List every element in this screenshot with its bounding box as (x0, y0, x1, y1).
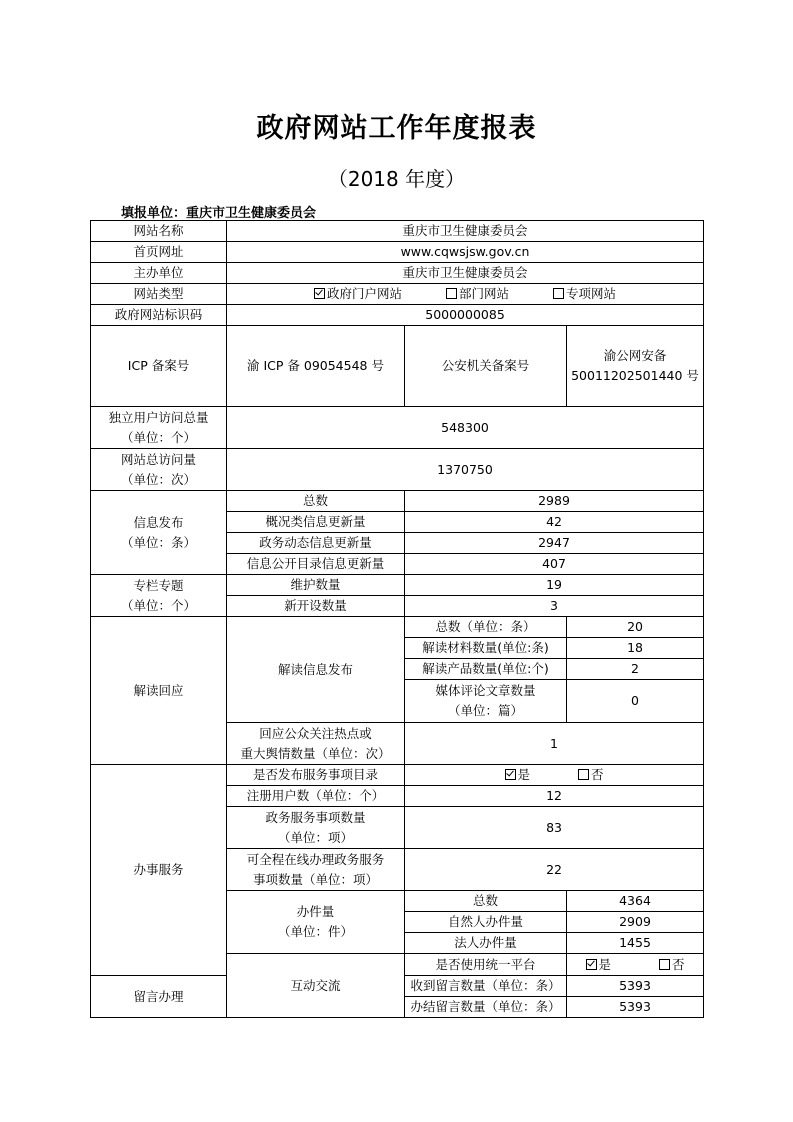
option-label: 是 (598, 956, 612, 972)
platform-label: 是否使用统一平台 (405, 954, 567, 976)
option-label: 专项网站 (566, 286, 617, 301)
catalog-label: 是否发布服务事项目录 (227, 765, 405, 786)
cases-label-line: （单位：件） (277, 924, 353, 939)
msg-item-label: 收到留言数量（单位：条） (405, 976, 567, 997)
interpret-item-value: 20 (567, 617, 704, 638)
empty-checkbox-icon (553, 288, 564, 299)
catalog-options (405, 765, 704, 786)
page-title: 政府网站工作年度报表 (256, 113, 537, 144)
table-row (91, 242, 704, 263)
table-row (91, 491, 704, 512)
media-value: 0 (567, 680, 704, 723)
option-label: 否 (672, 956, 685, 972)
pv-value: 1370750 (227, 449, 704, 491)
police-record-line: 50011202501440 号 (571, 368, 699, 383)
site-type-option-portal[interactable] (314, 284, 402, 304)
media-label (405, 680, 567, 723)
interpret-publish-label: 解读信息发布 (227, 617, 405, 723)
service-items-label (227, 807, 405, 849)
option-label: 部门网站 (459, 286, 510, 301)
interpret-label: 解读回应 (91, 617, 227, 765)
interpret-item-value: 18 (567, 638, 704, 659)
report-table (90, 220, 704, 1018)
cases-item-label: 总数 (405, 891, 567, 912)
column-item-value: 3 (405, 596, 704, 617)
site-type-option-department[interactable] (446, 284, 509, 304)
msg-item-label: 办结留言数量（单位：条） (405, 997, 567, 1018)
online-label-line: 事项数量（单位：项） (252, 871, 378, 887)
option-label: 是 (517, 767, 531, 782)
platform-option-no[interactable] (659, 955, 685, 975)
users-value: 12 (405, 786, 704, 807)
uv-label-line: （单位：个） (120, 429, 196, 445)
site-code-label: 政府网站标识码 (91, 305, 227, 326)
site-name-label: 网站名称 (91, 221, 227, 242)
host-unit-label: 主办单位 (91, 263, 227, 284)
cases-item-label: 自然人办件量 (405, 912, 567, 933)
catalog-option-no[interactable] (578, 765, 604, 785)
info-item-label: 总数 (227, 491, 405, 512)
icp-value: 渝 ICP 备 09054548 号 (227, 326, 405, 407)
cases-item-value: 2909 (567, 912, 704, 933)
info-item-label: 概况类信息更新量 (227, 512, 405, 533)
interpret-item-label: 解读材料数量(单位:条) (405, 638, 567, 659)
service-items-label-line: 政务服务事项数量 (265, 809, 366, 825)
online-label (227, 849, 405, 891)
cases-item-label: 法人办件量 (405, 933, 567, 954)
table-row (91, 449, 704, 491)
site-code-value: 5000000085 (227, 305, 704, 326)
service-items-value: 83 (405, 807, 704, 849)
interpret-item-label: 总数（单位：条） (405, 617, 567, 638)
interpret-item-value: 2 (567, 659, 704, 680)
uv-value: 548300 (227, 407, 704, 449)
column-label-line: 专栏专题 (133, 577, 184, 593)
police-record-value (567, 326, 704, 407)
msg-item-value: 5393 (567, 997, 704, 1018)
table-row (91, 221, 704, 242)
media-label-line: （单位：篇） (447, 703, 523, 718)
media-label-line: 媒体评论文章数量 (435, 683, 536, 698)
info-label (91, 491, 227, 575)
site-type-options (227, 284, 704, 305)
year-label: （2018 年度） (327, 167, 466, 191)
table-row (91, 407, 704, 449)
interact-label: 互动交流 (227, 954, 405, 1018)
respond-label (227, 723, 405, 765)
icp-label: ICP 备案号 (91, 326, 227, 407)
uv-label (91, 407, 227, 449)
table-row (91, 575, 704, 596)
column-label (91, 575, 227, 617)
online-value: 22 (405, 849, 704, 891)
table-row (91, 765, 704, 786)
host-unit-value: 重庆市卫生健康委员会 (227, 263, 704, 284)
uv-label-line: 独立用户访问总量 (108, 409, 209, 425)
users-label: 注册用户数（单位：个） (227, 786, 405, 807)
catalog-option-yes[interactable] (505, 765, 531, 785)
info-item-label: 政务动态信息更新量 (227, 533, 405, 554)
empty-checkbox-icon (659, 959, 670, 970)
police-record-line: 渝公网安备 (603, 348, 667, 363)
respond-value: 1 (405, 723, 704, 765)
table-row (91, 284, 704, 305)
table-row (91, 305, 704, 326)
interpret-item-label: 解读产品数量(单位:个) (405, 659, 567, 680)
info-item-label: 信息公开目录信息更新量 (227, 554, 405, 575)
platform-option-yes[interactable] (586, 955, 612, 975)
table-row (91, 326, 704, 407)
info-label-line: （单位：条） (120, 534, 196, 550)
platform-options (567, 954, 704, 976)
pv-label (91, 449, 227, 491)
respond-label-line: 重大舆情数量（单位：次） (240, 745, 391, 761)
service-items-label-line: （单位：项） (277, 829, 353, 845)
column-item-label: 维护数量 (227, 575, 405, 596)
info-item-value: 2947 (405, 533, 704, 554)
info-item-value: 2989 (405, 491, 704, 512)
column-item-label: 新开设数量 (227, 596, 405, 617)
column-label-line: （单位：个） (120, 597, 196, 613)
respond-label-line: 回应公众关注热点或 (259, 725, 372, 741)
option-label: 否 (591, 767, 604, 782)
checked-checkbox-icon (505, 769, 516, 780)
cases-label (227, 891, 405, 954)
pv-label-line: （单位：次） (120, 471, 196, 487)
site-name-value: 重庆市卫生健康委员会 (227, 221, 704, 242)
info-item-value: 407 (405, 554, 704, 575)
empty-checkbox-icon (446, 288, 457, 299)
home-url-value: www.cqwsjsw.gov.cn (227, 242, 704, 263)
checked-checkbox-icon (314, 288, 325, 299)
pv-label-line: 网站总访问量 (120, 451, 196, 467)
msg-item-value: 5393 (567, 976, 704, 997)
site-type-option-special[interactable] (553, 284, 616, 304)
info-item-value: 42 (405, 512, 704, 533)
online-label-line: 可全程在线办理政务服务 (246, 851, 385, 867)
cases-item-value: 4364 (567, 891, 704, 912)
home-url-label: 首页网址 (91, 242, 227, 263)
column-item-value: 19 (405, 575, 704, 596)
empty-checkbox-icon (578, 769, 589, 780)
msg-label: 留言办理 (91, 976, 227, 1018)
cases-item-value: 1455 (567, 933, 704, 954)
site-type-label: 网站类型 (91, 284, 227, 305)
option-label: 政府门户网站 (327, 286, 403, 301)
cases-label-line: 办件量 (296, 904, 335, 919)
police-record-label: 公安机关备案号 (405, 326, 567, 407)
table-row (91, 263, 704, 284)
info-label-line: 信息发布 (133, 514, 184, 530)
table-row (91, 617, 704, 638)
reporting-unit: 填报单位：重庆市卫生健康委员会 (121, 206, 317, 221)
checked-checkbox-icon (586, 959, 597, 970)
service-label: 办事服务 (91, 765, 227, 976)
